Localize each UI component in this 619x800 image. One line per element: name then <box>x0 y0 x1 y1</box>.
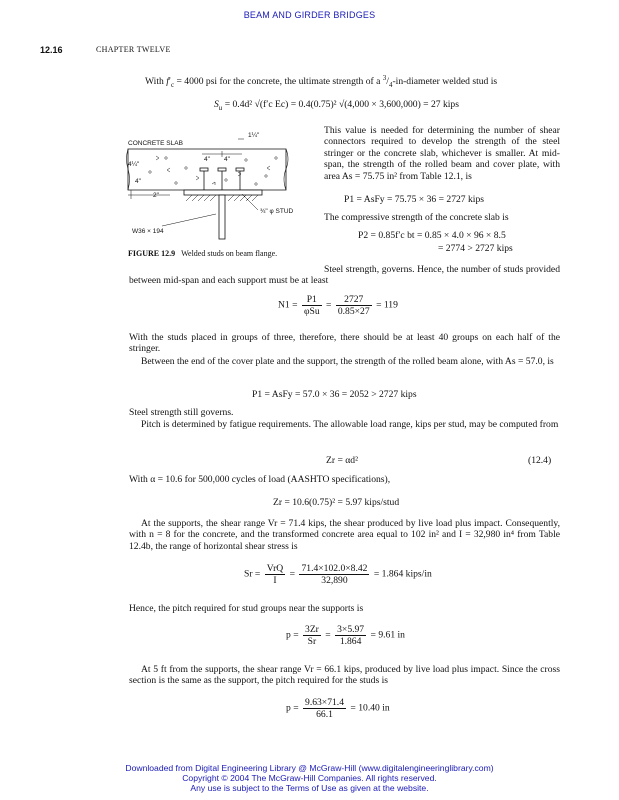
figure-welded-studs <box>126 128 322 246</box>
footer-copyright: Copyright © 2004 The McGraw-Hill Companies. All rights reserved. <box>182 773 437 783</box>
paragraph-still-governs: Steel strength still governs. <box>129 407 234 418</box>
label-dim-2: 2" <box>153 192 159 199</box>
footer-terms[interactable]: Any use is subject to the Terms of Use as given at the website. <box>190 783 429 793</box>
equation-zr: Zr = αd² <box>326 455 358 466</box>
label-dim-4b: 4" <box>224 156 230 163</box>
label-concrete-slab: CONCRETE SLAB <box>128 140 183 147</box>
page-number: 12.16 <box>40 45 63 55</box>
equation-sr: Sr = $\frac{\text{VrQ}}{I}$ = $\frac{71.4\times 102.0\times 8.42}{32,890}$ = 1.864 kips/in <box>244 563 432 586</box>
label-stud: ¾" φ STUD <box>260 208 294 215</box>
equation-p1: P1 = AsFy = 75.75 × 36 = 2727 kips <box>344 194 484 205</box>
paragraph-groups: With the studs placed in groups of three, therefore, there should be at least 40 groups on each half of the stringer. <box>129 332 560 355</box>
web <box>219 195 225 239</box>
equation-p2-line2: = 2774 > 2727 kips <box>438 243 513 254</box>
equation-pitch-5ft: p = $\frac{9.63\times 71.4}{66.1}$ = 10.40 in <box>286 697 390 720</box>
paragraph-between: Between the end of the cover plate and the support, the strength of the rolled beam alone, with As = 57.0, is <box>141 356 554 367</box>
label-dim-4a: 4" <box>204 156 210 163</box>
equation-n1: N1 = $\frac{P1}{\text{φSu}}$ = $\frac{2727}{0.85\times 27}$ = 119 <box>278 294 398 317</box>
equation-zr-2: Zr = 10.6(0.75)² = 5.97 kips/stud <box>273 497 400 508</box>
paragraph-pitch: Pitch is determined by fatigue requirements. The allowable load range, kips per stud, may be computed from <box>141 419 559 430</box>
equation-number-12-4: (12.4) <box>528 455 552 466</box>
figure-caption: FIGURE 12.9 Welded studs on beam flange. <box>128 249 278 258</box>
paragraph-steel-governs: Steel strength, governs. Hence, the number of studs provided between mid-span and each support must be at least <box>129 264 560 287</box>
equation-p2-line1: P2 = 0.85f′c bt = 0.85 × 4.0 × 96 × 8.5 <box>358 230 506 241</box>
running-header: BEAM AND GIRDER BRIDGES <box>243 10 376 20</box>
label-dim-4-1-4: 4¼" <box>128 161 140 168</box>
footer-download-link[interactable]: Downloaded from Digital Engineering Library @ McGraw-Hill (www.digitalengineeringlibrary.com) <box>125 763 494 773</box>
right-paragraph-1: This value is needed for determining the number of shear connectors required to develop the strength of the steel stringer or the concrete slab, whichever is smaller. At mid-span, the strength of the rolled beam and cover plate, with area As = 75.75 in² from Table 12.1, is <box>324 125 560 182</box>
chapter-title: CHAPTER TWELVE <box>96 45 171 54</box>
label-beam: W36 × 194 <box>132 228 164 235</box>
label-dim-4c: 4" <box>135 178 141 185</box>
top-flange <box>184 190 262 195</box>
paragraph-hence: Hence, the pitch required for stud groups near the supports is <box>129 603 364 614</box>
studs <box>200 168 244 190</box>
aggregate-marks <box>149 156 277 185</box>
paragraph-alpha: With α = 10.6 for 500,000 cycles of load (AASHTO specifications), <box>129 474 391 485</box>
intro-paragraph: With $f'_c = 4000$ psi for the concrete, the ultimate strength of a $^3/_4-in$-diameter welded stud is <box>145 74 498 90</box>
equation-pitch: p = $\frac{3Zr}{Sr}$ = $\frac{3\times 5.97}{1.864}$ = 9.61 in <box>286 624 405 647</box>
equation-p1b: P1 = AsFy = 57.0 × 36 = 2052 > 2727 kips <box>252 389 417 400</box>
label-dim-1-1-4: 1¼" <box>248 132 260 139</box>
equation-su: $S_u = 0.4d^2$ √(f′c Ec) = 0.4(0.75)² √(4,000 × 3,600,000) = 27 kips <box>214 99 459 112</box>
right-paragraph-2: The compressive strength of the concrete slab is <box>324 212 509 223</box>
paragraph-supports: At the supports, the shear range Vr = 71.4 kips, the shear produced by live load plus impact. Consequently, with n = 8 for the concrete, and the transformed concrete area equal to 102 in² and I = 32,980 in⁴ from Table 12.4b, the range of horizontal shear stress is <box>129 518 560 552</box>
paragraph-5ft: At 5 ft from the supports, the shear range Vr = 66.1 kips, produced by live load plus impact. Since the cross section is the same as the support, the pitch required for the studs is <box>129 664 560 687</box>
